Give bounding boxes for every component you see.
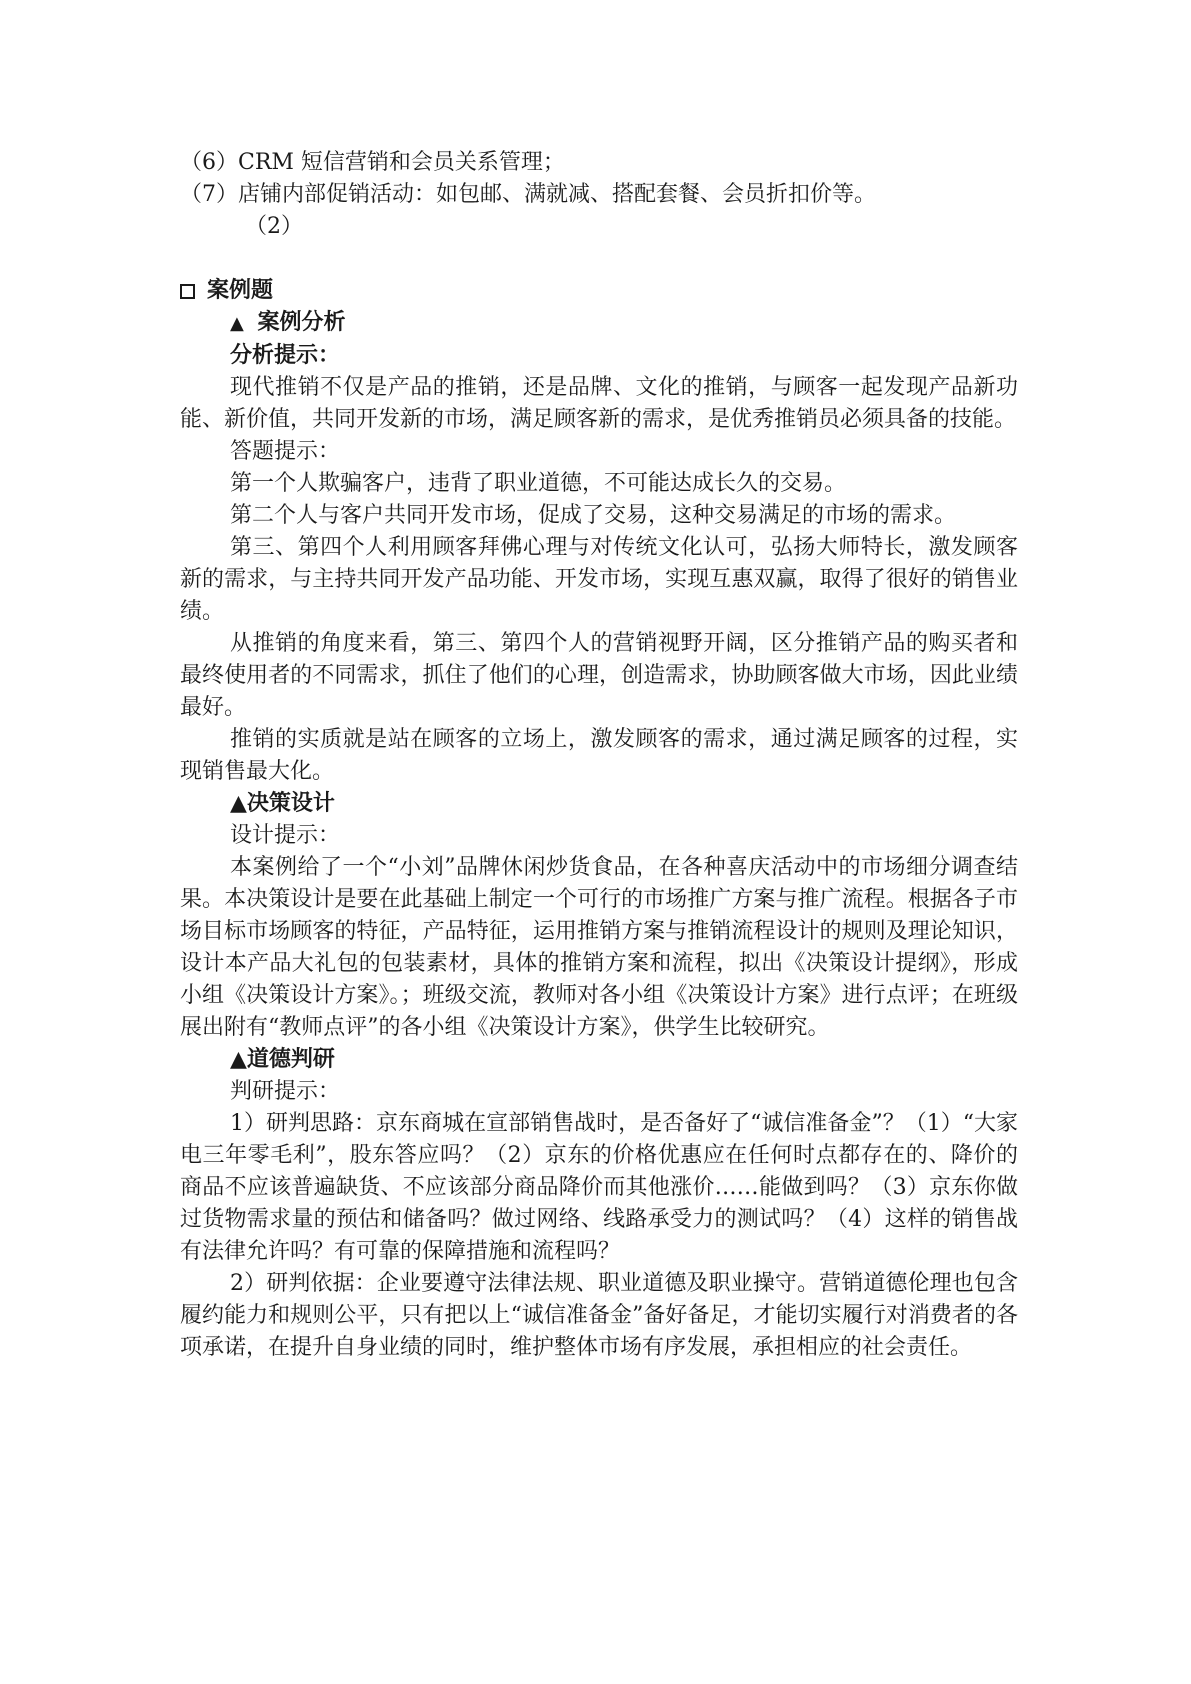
answer-paragraph-4: 从推销的角度来看，第三、第四个人的营销视野开阔，区分推销产品的购买者和最终使用者的不同需求，抓住了他们的心理，创造需求，协助顾客做大市场，因此业绩最好。 [180, 631, 1018, 720]
answer-paragraph-1: 第一个人欺骗客户，违背了职业道德，不可能达成长久的交易。 [230, 471, 847, 496]
ethics-paragraph-2: 2）研判依据：企业要遵守法律法规、职业道德及职业操守。营销道德伦理也包含履约能力和规则公平，只有把以上“诚信准备金”备好备足，才能切实履行对消费者的各项承诺，在提升自身业绩的同时，维护整体市场有序发展，承担相应的社会责任。 [180, 1271, 1018, 1360]
section-heading-case [180, 275, 1018, 307]
document-page [180, 147, 1018, 1364]
ethics-hint-label: 判研提示： [230, 1079, 341, 1104]
checkbox-square-icon [180, 284, 195, 299]
subsection-heading-analysis-text: 案例分析 [257, 310, 346, 335]
analysis-hint-heading: 分析提示： [230, 343, 341, 368]
list-item-2: （2） [245, 214, 303, 239]
triangle-bullet-icon: ▲ [230, 313, 244, 334]
answer-paragraph-2: 第二个人与客户共同开发市场，促成了交易，这种交易满足的市场的需求。 [230, 503, 957, 528]
analysis-intro-paragraph: 现代推销不仅是产品的推销，还是品牌、文化的推销，与顾客一起发现产品新功能、新价值，共同开发新的市场，满足顾客新的需求，是优秀推销员必须具备的技能。 [180, 375, 1018, 432]
subsection-heading-decision: ▲决策设计 [230, 791, 335, 816]
subsection-heading-analysis [180, 307, 1018, 340]
list-item-7: （7）店铺内部促销活动：如包邮、满就减、搭配套餐、会员折扣价等。 [180, 182, 876, 207]
spacer [180, 243, 1018, 275]
decision-paragraph: 本案例给了一个“小刘”品牌休闲炒货食品，在各种喜庆活动中的市场细分调查结果。本决策设计是要在此基础上制定一个可行的市场推广方案与推广流程。根据各子市场目标市场顾客的特征，产品特征，运用推销方案与推销流程设计的规则及理论知识，设计本产品大礼包的包装素材，具体的推销方案和流程，拟出《决策设计提纲》，形成小组《决策设计方案》。；班级交流，教师对各小组《决策设计方案》进行点评；在班级展出附有“教师点评”的各小组《决策设计方案》，供学生比较研究。 [180, 855, 1018, 1040]
section-heading-case-text: 案例题 [207, 278, 274, 303]
answer-hint-label: 答题提示： [230, 439, 341, 464]
list-item-6: （6）CRM 短信营销和会员关系管理； [180, 150, 565, 175]
subsection-heading-ethics: ▲道德判研 [230, 1047, 335, 1072]
ethics-paragraph-1: 1）研判思路：京东商城在宣部销售战时，是否备好了“诚信准备金”？（1）“大家电三年零毛利”，股东答应吗？（2）京东的价格优惠应在任何时点都存在的、降价的商品不应该普遍缺货、不应该部分商品降价而其他涨价……能做到吗？（3）京东你做过货物需求量的预估和储备吗？做过网络、线路承受力的测试吗？（4）这样的销售战有法律允许吗？有可靠的保障措施和流程吗？ [180, 1111, 1018, 1264]
answer-paragraph-3: 第三、第四个人利用顾客拜佛心理与对传统文化认可，弘扬大师特长，激发顾客新的需求，与主持共同开发产品功能、开发市场，实现互惠双赢，取得了很好的销售业绩。 [180, 535, 1018, 624]
design-hint-label: 设计提示： [230, 823, 341, 848]
answer-paragraph-5: 推销的实质就是站在顾客的立场上，激发顾客的需求，通过满足顾客的过程，实现销售最大化。 [180, 727, 1018, 784]
